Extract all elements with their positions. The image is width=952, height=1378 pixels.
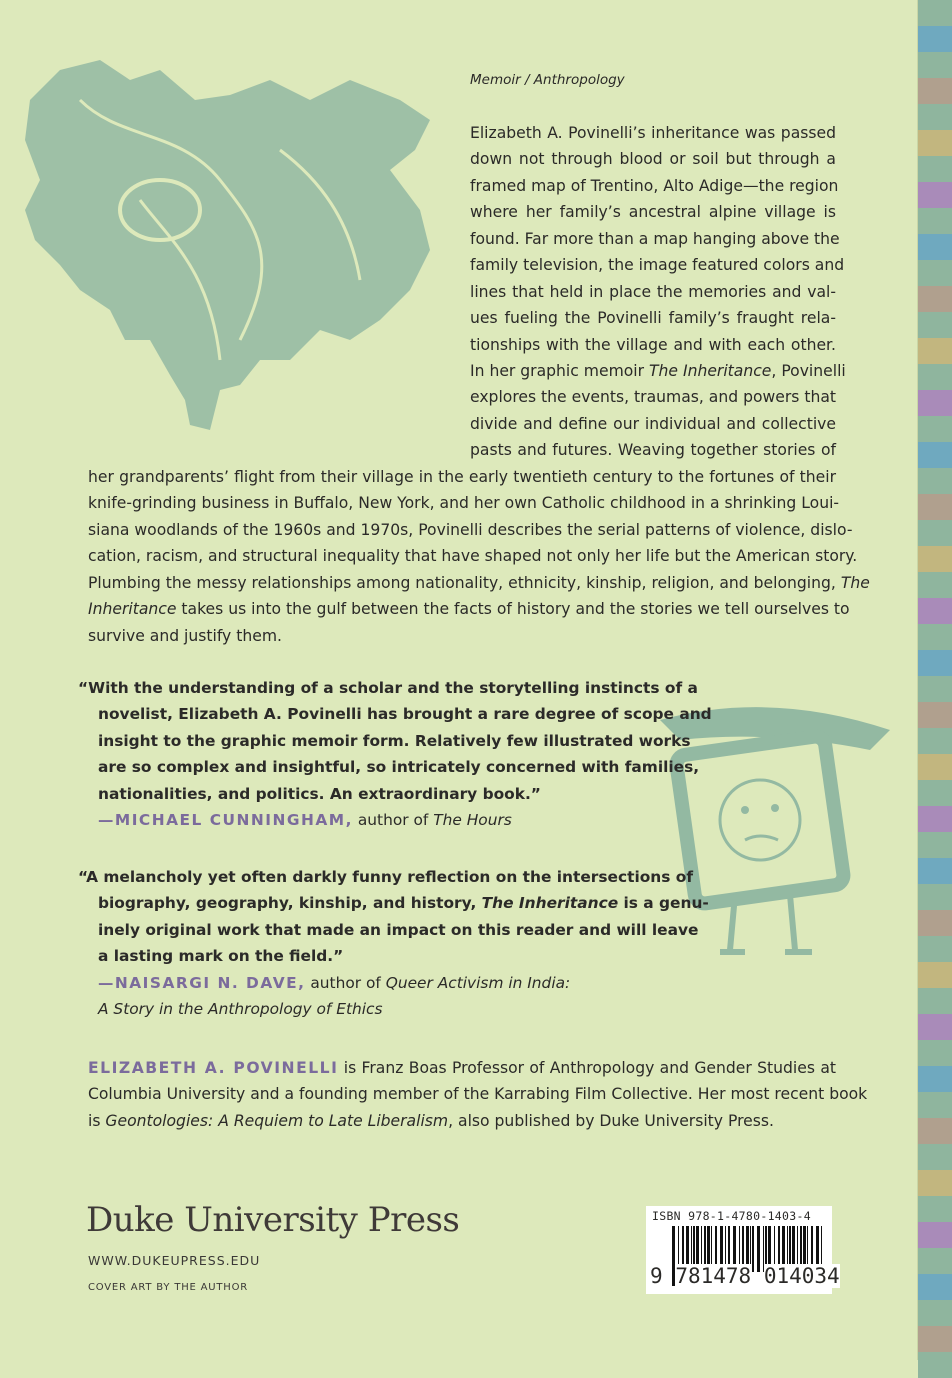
stripe-segment: [918, 390, 952, 416]
stripe-segment: [918, 286, 952, 312]
stripe-segment: [918, 676, 952, 702]
text-line: [78, 675, 698, 701]
description-column: [470, 120, 846, 464]
italic-title: The Inheritance: [649, 361, 772, 380]
stripe-segment: [918, 78, 952, 104]
text-line: [98, 996, 623, 1022]
barcode-digits: [650, 1264, 840, 1288]
text-segment: insight to the graphic memoir form. Relatively few illustrated works: [98, 731, 691, 750]
text-line: [98, 807, 623, 833]
stripe-segment: [918, 650, 952, 676]
trentino-map-illustration: [20, 40, 440, 460]
text-segment: is Franz Boas Professor of Anthropology and Gender Studies at: [338, 1059, 836, 1077]
text-line: [98, 781, 623, 807]
text-segment: author of: [352, 811, 434, 830]
stripe-segment: [918, 806, 952, 832]
stripe-segment: [918, 468, 952, 494]
text-segment: explores the events, traumas, and powers that: [470, 388, 837, 407]
text-segment: “With the understanding of a scholar and the storytelling instincts of a: [78, 679, 698, 697]
author-bio: [88, 1055, 868, 1134]
italic-title: The Hours: [433, 811, 512, 830]
stripe-segment: [918, 260, 952, 286]
stripe-segment: [918, 1274, 952, 1300]
text-line: [98, 943, 623, 969]
text-segment: nationalities, and politics. An extraordinary book.”: [98, 784, 541, 803]
stripe-segment: [918, 312, 952, 338]
text-line: [98, 728, 691, 754]
text-segment: tionships with the village and with each other.: [470, 335, 836, 354]
stripe-segment: [918, 1326, 952, 1352]
stripe-segment: [918, 442, 952, 468]
text-segment: a lasting mark on the field.”: [98, 947, 344, 966]
italic-title: Inheritance: [88, 600, 177, 619]
text-line: [470, 226, 840, 252]
text-line: [98, 890, 709, 916]
stripe-segment: [918, 520, 952, 546]
stripe-segment: [918, 884, 952, 910]
text-segment: , Povinelli: [771, 361, 846, 380]
text-line: [470, 120, 836, 146]
stripe-segment: [918, 936, 952, 962]
stripe-segment: [918, 702, 952, 728]
text-segment: inely original work that made an impact on this reader and will leave: [98, 920, 699, 939]
text-line: [470, 199, 836, 225]
text-segment: where her family’s ancestral alpine village is: [470, 203, 836, 222]
text-segment: Plumbing the messy relationships among nationality, ethnicity, kinship, religion, and belonging,: [88, 573, 841, 592]
stripe-segment: [918, 598, 952, 624]
text-line: [98, 754, 700, 780]
text-line: [78, 864, 694, 890]
stripe-segment: [918, 338, 952, 364]
text-line: [88, 623, 836, 649]
stripe-segment: [918, 1144, 952, 1170]
blurb-cunningham: [78, 675, 712, 834]
publisher-website[interactable]: WWW.DUKEUPRESS.EDU: [88, 1253, 261, 1268]
text-line: [98, 970, 623, 996]
text-segment: author of: [305, 973, 386, 992]
text-line: [88, 464, 836, 490]
stripe-segment: [918, 832, 952, 858]
stripe-segment: [918, 754, 952, 780]
stripe-segment: [918, 1300, 952, 1326]
text-line: [470, 252, 845, 278]
text-line: [470, 437, 836, 463]
text-line: [88, 570, 870, 596]
stripe-segment: [918, 208, 952, 234]
stripe-segment: [918, 416, 952, 442]
barcode-digit-first: 9: [650, 1264, 663, 1288]
text-segment: framed map of Trentino, Alto Adige—the region: [470, 176, 839, 195]
stripe-segment: [918, 728, 952, 754]
text-segment: knife-grinding business in Buffalo, New York, and her own Catholic childhood in a shrinking Loui-: [88, 494, 840, 513]
stripe-segment: [918, 130, 952, 156]
text-line: [470, 411, 836, 437]
text-line: [88, 490, 840, 516]
stripe-segment: [918, 1248, 952, 1274]
text-segment: ues fueling the Povinelli family’s fraught rela-: [470, 309, 836, 328]
barcode-digits-left: 781478: [675, 1264, 752, 1288]
stripe-segment: [918, 988, 952, 1014]
italic-title: Queer Activism in India:: [385, 973, 571, 992]
text-line: [88, 1055, 836, 1081]
text-segment: survive and justify them.: [88, 626, 282, 645]
text-segment: novelist, Elizabeth A. Povinelli has brought a rare degree of scope and: [98, 705, 712, 724]
text-line: [470, 305, 836, 331]
stripe-segment: [918, 1014, 952, 1040]
text-segment: is a genu-: [618, 894, 709, 913]
stripe-segment: [918, 494, 952, 520]
text-line: [88, 517, 853, 543]
author-name: —MICHAEL CUNNINGHAM,: [98, 811, 353, 830]
stripe-segment: [918, 546, 952, 572]
isbn-barcode: [646, 1206, 840, 1294]
text-segment: divide and define our individual and collective: [470, 414, 836, 433]
text-segment: cation, racism, and structural inequality that have shaped not only her life but the American story.: [88, 547, 858, 566]
text-segment: found. Far more than a map hanging above the: [470, 229, 840, 248]
description-full: [88, 464, 870, 649]
genre-label: Memoir / Anthropology: [470, 72, 625, 88]
text-line: [470, 173, 839, 199]
stripe-segment: [918, 1352, 952, 1378]
stripe-segment: [918, 910, 952, 936]
stripe-segment: [918, 780, 952, 806]
text-line: [88, 543, 858, 569]
text-line: [88, 1081, 868, 1107]
text-segment: “A melancholy yet often darkly funny reflection on the intersections of: [78, 868, 694, 886]
italic-title: A Story in the Anthropology of Ethics: [98, 1000, 383, 1019]
text-segment: family television, the image featured colors and: [470, 256, 845, 275]
text-segment: siana woodlands of the 1960s and 1970s, Povinelli describes the serial patterns of violence, dislo-: [88, 520, 853, 539]
text-line: [470, 358, 846, 384]
stripe-segment: [918, 1066, 952, 1092]
stripe-segment: [918, 1170, 952, 1196]
stripe-segment: [918, 182, 952, 208]
text-line: [470, 384, 836, 410]
stripe-segment: [918, 234, 952, 260]
text-line: [470, 146, 836, 172]
stripe-segment: [918, 572, 952, 598]
barcode-digits-right: 014034: [763, 1264, 840, 1288]
text-segment: Elizabeth A. Povinelli’s inheritance was passed: [470, 124, 836, 142]
stripe-segment: [918, 1118, 952, 1144]
text-segment: lines that held in place the memories and val-: [470, 282, 836, 301]
stripe-segment: [918, 156, 952, 182]
stripe-segment: [918, 1222, 952, 1248]
stripe-segment: [918, 0, 952, 26]
cover-art-credit: COVER ART BY THE AUTHOR: [88, 1282, 249, 1293]
blurb-dave: [78, 864, 709, 1023]
text-segment: her grandparents’ flight from their village in the early twentieth century to the fortunes of their: [88, 468, 836, 486]
text-segment: pasts and futures. Weaving together stories of: [470, 441, 836, 460]
text-segment: In her graphic memoir: [470, 361, 650, 380]
text-segment: Columbia University and a founding member of the Karrabing Film Collective. Her most recent book: [88, 1085, 868, 1104]
stripe-segment: [918, 104, 952, 130]
italic-title: Geontologies: A Requiem to Late Liberalism: [105, 1111, 449, 1130]
stripe-segment: [918, 624, 952, 650]
text-segment: down not through blood or soil but through a: [470, 150, 836, 169]
stripe-segment: [918, 858, 952, 884]
text-segment: are so complex and insightful, so intricately concerned with families,: [98, 758, 700, 777]
italic-title: The: [840, 573, 870, 592]
text-line: [88, 1108, 836, 1134]
stripe-segment: [918, 26, 952, 52]
stripe-segment: [918, 1092, 952, 1118]
author-name: ELIZABETH A. POVINELLI: [88, 1059, 339, 1077]
italic-title: The Inheritance: [481, 894, 619, 913]
text-line: [470, 279, 836, 305]
spine-color-stripe: [917, 0, 952, 1360]
stripe-segment: [918, 962, 952, 988]
text-segment: , also published by Duke University Press.: [448, 1111, 774, 1130]
stripe-segment: [918, 364, 952, 390]
text-line: [98, 917, 699, 943]
publisher-name: Duke University Press: [86, 1200, 460, 1240]
text-segment: biography, geography, kinship, and history,: [98, 894, 482, 913]
text-segment: is: [88, 1111, 106, 1130]
text-line: [88, 596, 850, 622]
stripe-segment: [918, 1040, 952, 1066]
text-line: [470, 332, 836, 358]
isbn-label: ISBN 978-1-4780-1403-4: [652, 1209, 811, 1223]
author-name: —NAISARGI N. DAVE,: [98, 973, 306, 992]
text-line: [98, 701, 712, 727]
stripe-segment: [918, 52, 952, 78]
text-segment: takes us into the gulf between the facts of history and the stories we tell ourselves to: [176, 600, 850, 619]
stripe-segment: [918, 1196, 952, 1222]
